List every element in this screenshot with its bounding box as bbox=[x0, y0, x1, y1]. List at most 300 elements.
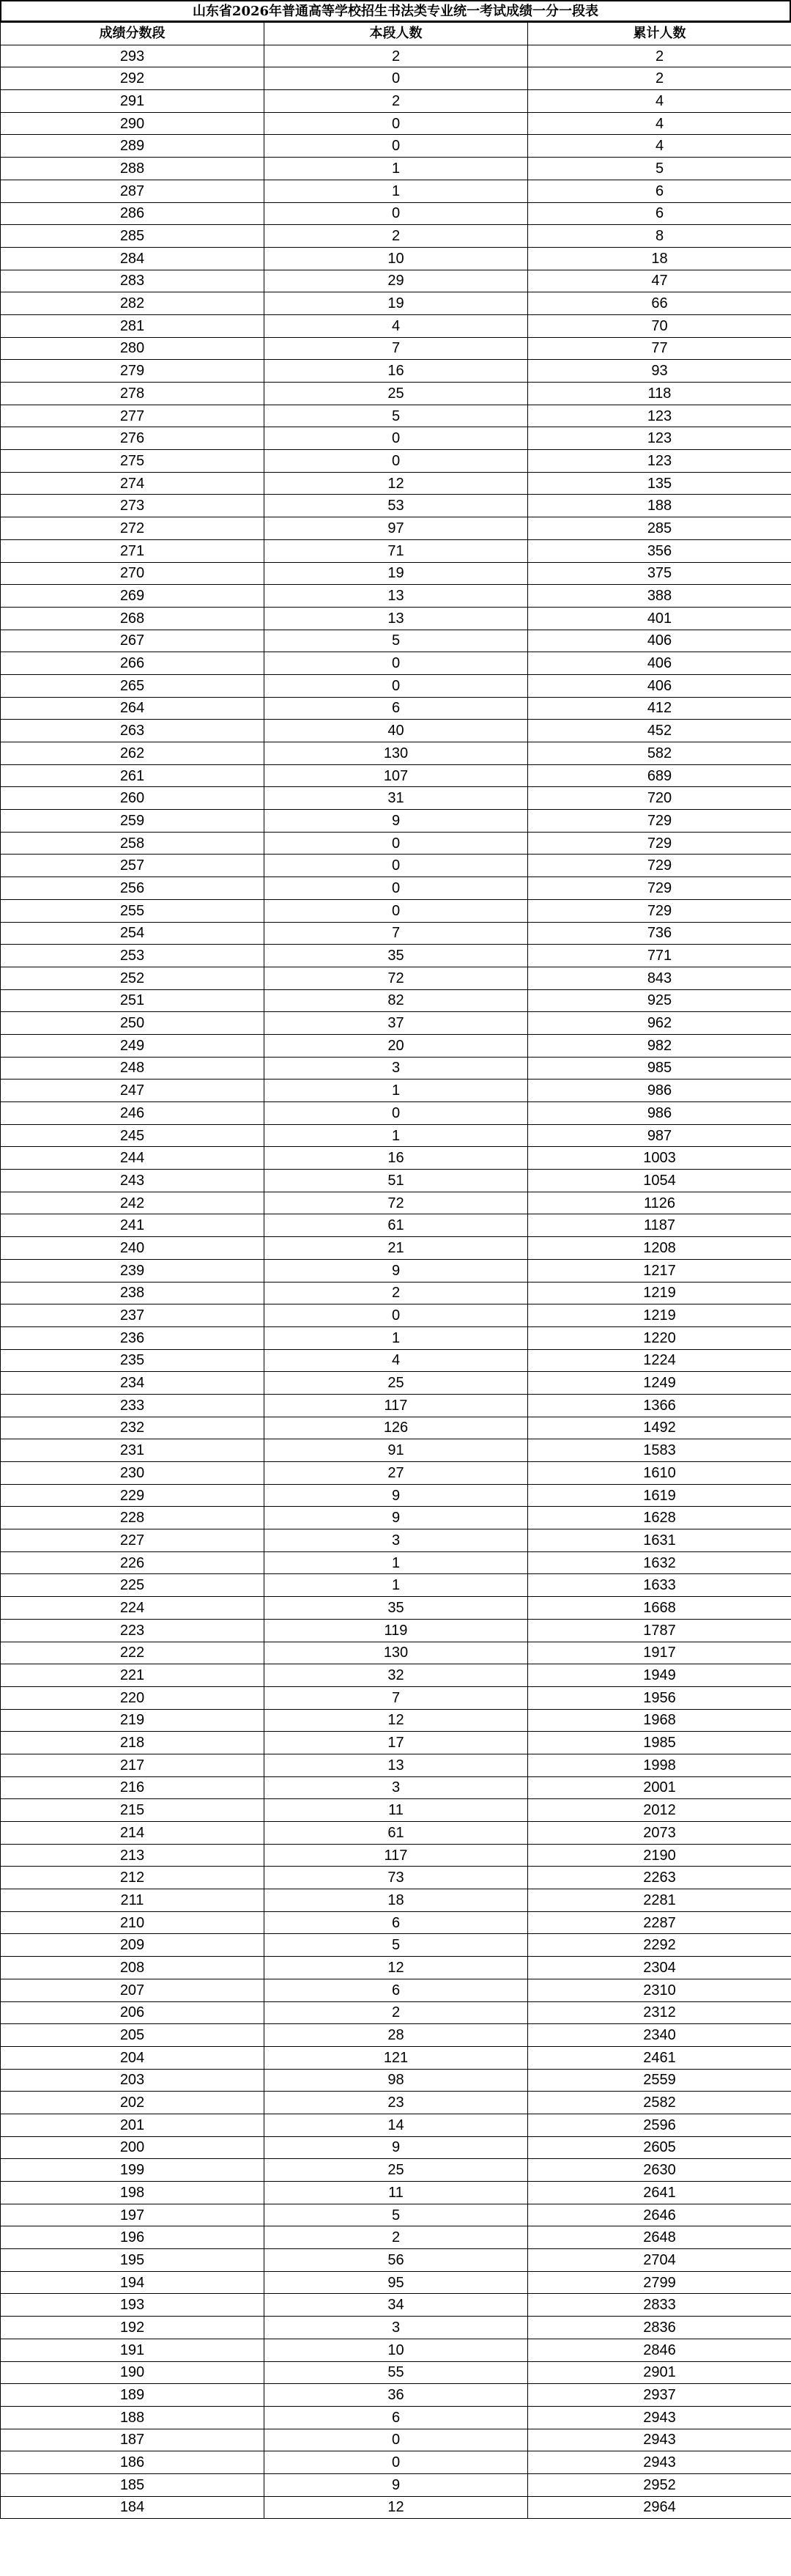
cell-cumulative: 2461 bbox=[528, 2046, 791, 2069]
cell-band-count: 6 bbox=[264, 697, 528, 720]
cell-score: 210 bbox=[1, 1911, 264, 1934]
cell-band-count: 13 bbox=[264, 1754, 528, 1776]
table-row bbox=[1, 1822, 791, 1845]
cell-band-count: 6 bbox=[264, 1979, 528, 2001]
cell-cumulative: 2964 bbox=[528, 2496, 791, 2519]
cell-score: 244 bbox=[1, 1147, 264, 1170]
cell-band-count: 56 bbox=[264, 2249, 528, 2272]
table-row bbox=[1, 1102, 791, 1125]
table-row bbox=[1, 67, 791, 90]
cell-score: 291 bbox=[1, 90, 264, 113]
cell-cumulative: 4 bbox=[528, 112, 791, 135]
table-row bbox=[1, 1979, 791, 2001]
cell-band-count: 16 bbox=[264, 1147, 528, 1170]
cell-score: 192 bbox=[1, 2317, 264, 2339]
cell-cumulative: 1917 bbox=[528, 1642, 791, 1664]
cell-band-count: 11 bbox=[264, 2182, 528, 2204]
cell-cumulative: 2001 bbox=[528, 1776, 791, 1799]
cell-band-count: 10 bbox=[264, 247, 528, 270]
header-score-band: 成绩分数段 bbox=[1, 23, 264, 45]
cell-score: 213 bbox=[1, 1844, 264, 1867]
cell-cumulative: 1985 bbox=[528, 1732, 791, 1754]
cell-band-count: 121 bbox=[264, 2046, 528, 2069]
cell-band-count: 130 bbox=[264, 1642, 528, 1664]
cell-band-count: 28 bbox=[264, 2024, 528, 2047]
cell-cumulative: 2704 bbox=[528, 2249, 791, 2272]
cell-score: 270 bbox=[1, 562, 264, 585]
table-row bbox=[1, 1529, 791, 1552]
cell-cumulative: 729 bbox=[528, 899, 791, 922]
cell-score: 193 bbox=[1, 2294, 264, 2317]
cell-band-count: 0 bbox=[264, 112, 528, 135]
cell-band-count: 53 bbox=[264, 495, 528, 517]
cell-cumulative: 1583 bbox=[528, 1439, 791, 1462]
cell-cumulative: 736 bbox=[528, 922, 791, 945]
cell-band-count: 0 bbox=[264, 855, 528, 877]
table-row bbox=[1, 742, 791, 765]
cell-cumulative: 1628 bbox=[528, 1507, 791, 1529]
table-row bbox=[1, 1934, 791, 1957]
cell-cumulative: 18 bbox=[528, 247, 791, 270]
cell-band-count: 32 bbox=[264, 1664, 528, 1687]
cell-score: 215 bbox=[1, 1799, 264, 1822]
cell-cumulative: 582 bbox=[528, 742, 791, 765]
table-row bbox=[1, 1709, 791, 1732]
cell-score: 254 bbox=[1, 922, 264, 945]
table-row bbox=[1, 1484, 791, 1507]
table-row bbox=[1, 787, 791, 810]
cell-score: 247 bbox=[1, 1080, 264, 1102]
table-row bbox=[1, 2384, 791, 2407]
table-row bbox=[1, 2406, 791, 2429]
cell-band-count: 12 bbox=[264, 472, 528, 495]
table-row bbox=[1, 2046, 791, 2069]
table-row bbox=[1, 1326, 791, 1349]
table-row bbox=[1, 1214, 791, 1237]
cell-cumulative: 2901 bbox=[528, 2361, 791, 2384]
cell-band-count: 13 bbox=[264, 585, 528, 608]
cell-cumulative: 2943 bbox=[528, 2429, 791, 2451]
cell-score: 199 bbox=[1, 2159, 264, 2182]
cell-cumulative: 2 bbox=[528, 45, 791, 67]
cell-score: 211 bbox=[1, 1889, 264, 1912]
table-row bbox=[1, 180, 791, 202]
cell-band-count: 20 bbox=[264, 1034, 528, 1057]
table-row bbox=[1, 1664, 791, 1687]
cell-cumulative: 2340 bbox=[528, 2024, 791, 2047]
cell-cumulative: 123 bbox=[528, 427, 791, 450]
cell-cumulative: 1633 bbox=[528, 1574, 791, 1597]
table-row bbox=[1, 2024, 791, 2047]
cell-score: 212 bbox=[1, 1867, 264, 1889]
cell-score: 264 bbox=[1, 697, 264, 720]
cell-score: 281 bbox=[1, 314, 264, 337]
cell-cumulative: 2582 bbox=[528, 2092, 791, 2114]
cell-band-count: 4 bbox=[264, 1349, 528, 1372]
cell-band-count: 1 bbox=[264, 1326, 528, 1349]
table-row bbox=[1, 2204, 791, 2226]
cell-band-count: 35 bbox=[264, 945, 528, 967]
table-row bbox=[1, 1574, 791, 1597]
cell-band-count: 0 bbox=[264, 202, 528, 225]
cell-score: 292 bbox=[1, 67, 264, 90]
cell-band-count: 91 bbox=[264, 1439, 528, 1462]
table-row bbox=[1, 2496, 791, 2519]
cell-cumulative: 4 bbox=[528, 90, 791, 113]
cell-cumulative: 375 bbox=[528, 562, 791, 585]
cell-cumulative: 412 bbox=[528, 697, 791, 720]
cell-cumulative: 2310 bbox=[528, 1979, 791, 2001]
cell-cumulative: 986 bbox=[528, 1080, 791, 1102]
cell-score: 260 bbox=[1, 787, 264, 810]
cell-band-count: 9 bbox=[264, 1259, 528, 1282]
cell-score: 221 bbox=[1, 1664, 264, 1687]
cell-score: 273 bbox=[1, 495, 264, 517]
cell-score: 269 bbox=[1, 585, 264, 608]
cell-cumulative: 66 bbox=[528, 292, 791, 315]
header-row bbox=[1, 23, 791, 45]
cell-cumulative: 962 bbox=[528, 1012, 791, 1035]
cell-score: 263 bbox=[1, 720, 264, 742]
cell-cumulative: 1219 bbox=[528, 1282, 791, 1304]
cell-cumulative: 1668 bbox=[528, 1597, 791, 1620]
cell-cumulative: 70 bbox=[528, 314, 791, 337]
cell-band-count: 2 bbox=[264, 2001, 528, 2024]
cell-band-count: 5 bbox=[264, 405, 528, 427]
cell-score: 239 bbox=[1, 1259, 264, 1282]
cell-cumulative: 2312 bbox=[528, 2001, 791, 2024]
cell-cumulative: 5 bbox=[528, 158, 791, 180]
cell-band-count: 37 bbox=[264, 1012, 528, 1035]
table-row bbox=[1, 517, 791, 540]
cell-score: 241 bbox=[1, 1214, 264, 1237]
cell-band-count: 5 bbox=[264, 1934, 528, 1957]
table-row bbox=[1, 764, 791, 787]
table-row bbox=[1, 2159, 791, 2182]
table-row bbox=[1, 2451, 791, 2474]
cell-score: 207 bbox=[1, 1979, 264, 2001]
cell-score: 285 bbox=[1, 225, 264, 248]
cell-band-count: 5 bbox=[264, 630, 528, 652]
table-row bbox=[1, 225, 791, 248]
cell-cumulative: 2190 bbox=[528, 1844, 791, 1867]
table-row bbox=[1, 2361, 791, 2384]
cell-score: 246 bbox=[1, 1102, 264, 1125]
cell-cumulative: 406 bbox=[528, 630, 791, 652]
table-row bbox=[1, 1844, 791, 1867]
cell-score: 245 bbox=[1, 1124, 264, 1147]
cell-cumulative: 729 bbox=[528, 877, 791, 900]
cell-score: 185 bbox=[1, 2473, 264, 2496]
cell-score: 240 bbox=[1, 1237, 264, 1260]
cell-cumulative: 1054 bbox=[528, 1170, 791, 1192]
cell-score: 274 bbox=[1, 472, 264, 495]
cell-score: 228 bbox=[1, 1507, 264, 1529]
cell-band-count: 0 bbox=[264, 899, 528, 922]
table-row bbox=[1, 2069, 791, 2092]
cell-score: 266 bbox=[1, 652, 264, 675]
table-row bbox=[1, 2294, 791, 2317]
cell-band-count: 23 bbox=[264, 2092, 528, 2114]
cell-band-count: 10 bbox=[264, 2339, 528, 2361]
table-row bbox=[1, 1776, 791, 1799]
table-row bbox=[1, 2473, 791, 2496]
table-row bbox=[1, 652, 791, 675]
cell-score: 220 bbox=[1, 1686, 264, 1709]
cell-score: 256 bbox=[1, 877, 264, 900]
cell-score: 233 bbox=[1, 1394, 264, 1417]
cell-score: 293 bbox=[1, 45, 264, 67]
cell-cumulative: 2648 bbox=[528, 2226, 791, 2249]
table-row bbox=[1, 922, 791, 945]
cell-band-count: 31 bbox=[264, 787, 528, 810]
cell-band-count: 0 bbox=[264, 652, 528, 675]
cell-cumulative: 925 bbox=[528, 989, 791, 1012]
cell-cumulative: 2281 bbox=[528, 1889, 791, 1912]
cell-cumulative: 2012 bbox=[528, 1799, 791, 1822]
table-row bbox=[1, 1170, 791, 1192]
cell-cumulative: 1631 bbox=[528, 1529, 791, 1552]
cell-score: 288 bbox=[1, 158, 264, 180]
cell-score: 232 bbox=[1, 1417, 264, 1439]
cell-score: 222 bbox=[1, 1642, 264, 1664]
cell-band-count: 17 bbox=[264, 1732, 528, 1754]
cell-band-count: 11 bbox=[264, 1799, 528, 1822]
table-row bbox=[1, 2339, 791, 2361]
cell-cumulative: 2846 bbox=[528, 2339, 791, 2361]
cell-cumulative: 1208 bbox=[528, 1237, 791, 1260]
table-row bbox=[1, 1439, 791, 1462]
table-row bbox=[1, 90, 791, 113]
cell-cumulative: 2833 bbox=[528, 2294, 791, 2317]
cell-score: 279 bbox=[1, 360, 264, 383]
table-row bbox=[1, 1349, 791, 1372]
cell-score: 251 bbox=[1, 989, 264, 1012]
cell-band-count: 34 bbox=[264, 2294, 528, 2317]
cell-band-count: 6 bbox=[264, 1911, 528, 1934]
table-row bbox=[1, 1462, 791, 1485]
table-row bbox=[1, 314, 791, 337]
cell-score: 272 bbox=[1, 517, 264, 540]
table-row bbox=[1, 945, 791, 967]
cell-score: 261 bbox=[1, 764, 264, 787]
cell-band-count: 13 bbox=[264, 607, 528, 630]
cell-band-count: 25 bbox=[264, 383, 528, 405]
table-row bbox=[1, 1259, 791, 1282]
cell-band-count: 0 bbox=[264, 427, 528, 450]
cell-cumulative: 188 bbox=[528, 495, 791, 517]
table-row bbox=[1, 697, 791, 720]
cell-score: 219 bbox=[1, 1709, 264, 1732]
table-row bbox=[1, 2001, 791, 2024]
cell-band-count: 0 bbox=[264, 2429, 528, 2451]
cell-band-count: 21 bbox=[264, 1237, 528, 1260]
table-row bbox=[1, 45, 791, 67]
cell-score: 265 bbox=[1, 674, 264, 697]
table-row bbox=[1, 1889, 791, 1912]
table-row bbox=[1, 989, 791, 1012]
cell-score: 225 bbox=[1, 1574, 264, 1597]
table-row bbox=[1, 674, 791, 697]
cell-cumulative: 2605 bbox=[528, 2136, 791, 2159]
cell-score: 255 bbox=[1, 899, 264, 922]
table-row bbox=[1, 1394, 791, 1417]
table-row bbox=[1, 607, 791, 630]
cell-band-count: 119 bbox=[264, 1619, 528, 1642]
table-row bbox=[1, 1124, 791, 1147]
cell-band-count: 12 bbox=[264, 1709, 528, 1732]
cell-score: 187 bbox=[1, 2429, 264, 2451]
cell-cumulative: 2799 bbox=[528, 2271, 791, 2294]
table-row bbox=[1, 1507, 791, 1529]
cell-score: 203 bbox=[1, 2069, 264, 2092]
cell-score: 238 bbox=[1, 1282, 264, 1304]
cell-score: 208 bbox=[1, 1957, 264, 1979]
cell-cumulative: 1126 bbox=[528, 1192, 791, 1214]
cell-cumulative: 8 bbox=[528, 225, 791, 248]
cell-cumulative: 2 bbox=[528, 67, 791, 90]
cell-score: 277 bbox=[1, 405, 264, 427]
table-row bbox=[1, 135, 791, 158]
table-body bbox=[1, 45, 791, 2519]
cell-band-count: 97 bbox=[264, 517, 528, 540]
table-row bbox=[1, 1237, 791, 1260]
cell-cumulative: 1998 bbox=[528, 1754, 791, 1776]
cell-cumulative: 1632 bbox=[528, 1551, 791, 1574]
cell-cumulative: 123 bbox=[528, 405, 791, 427]
cell-cumulative: 1003 bbox=[528, 1147, 791, 1170]
table-row bbox=[1, 967, 791, 989]
cell-band-count: 2 bbox=[264, 1282, 528, 1304]
table-row bbox=[1, 1034, 791, 1057]
cell-band-count: 9 bbox=[264, 2136, 528, 2159]
cell-cumulative: 1610 bbox=[528, 1462, 791, 1485]
cell-score: 205 bbox=[1, 2024, 264, 2047]
cell-band-count: 5 bbox=[264, 2204, 528, 2226]
cell-score: 196 bbox=[1, 2226, 264, 2249]
cell-band-count: 0 bbox=[264, 450, 528, 473]
cell-score: 257 bbox=[1, 855, 264, 877]
cell-band-count: 51 bbox=[264, 1170, 528, 1192]
cell-band-count: 27 bbox=[264, 1462, 528, 1485]
cell-band-count: 1 bbox=[264, 1080, 528, 1102]
cell-cumulative: 6 bbox=[528, 180, 791, 202]
cell-cumulative: 1619 bbox=[528, 1484, 791, 1507]
cell-score: 237 bbox=[1, 1304, 264, 1327]
cell-score: 276 bbox=[1, 427, 264, 450]
cell-cumulative: 1366 bbox=[528, 1394, 791, 1417]
table-row bbox=[1, 832, 791, 855]
cell-cumulative: 2641 bbox=[528, 2182, 791, 2204]
cell-band-count: 0 bbox=[264, 877, 528, 900]
cell-cumulative: 406 bbox=[528, 674, 791, 697]
cell-score: 259 bbox=[1, 810, 264, 833]
cell-band-count: 1 bbox=[264, 1124, 528, 1147]
cell-cumulative: 729 bbox=[528, 855, 791, 877]
cell-cumulative: 93 bbox=[528, 360, 791, 383]
table-row bbox=[1, 1597, 791, 1620]
cell-band-count: 1 bbox=[264, 158, 528, 180]
cell-cumulative: 729 bbox=[528, 810, 791, 833]
table-row bbox=[1, 383, 791, 405]
cell-band-count: 25 bbox=[264, 2159, 528, 2182]
cell-cumulative: 47 bbox=[528, 270, 791, 292]
cell-band-count: 98 bbox=[264, 2069, 528, 2092]
table-row bbox=[1, 2249, 791, 2272]
cell-cumulative: 1949 bbox=[528, 1664, 791, 1687]
cell-cumulative: 406 bbox=[528, 652, 791, 675]
cell-band-count: 7 bbox=[264, 922, 528, 945]
cell-score: 235 bbox=[1, 1349, 264, 1372]
cell-cumulative: 1187 bbox=[528, 1214, 791, 1237]
cell-score: 227 bbox=[1, 1529, 264, 1552]
table-row bbox=[1, 202, 791, 225]
table-row bbox=[1, 1372, 791, 1395]
cell-band-count: 0 bbox=[264, 2451, 528, 2474]
cell-band-count: 6 bbox=[264, 2406, 528, 2429]
score-table bbox=[0, 22, 791, 2519]
cell-cumulative: 689 bbox=[528, 764, 791, 787]
cell-score: 230 bbox=[1, 1462, 264, 1485]
table-row bbox=[1, 1686, 791, 1709]
cell-band-count: 82 bbox=[264, 989, 528, 1012]
cell-score: 286 bbox=[1, 202, 264, 225]
cell-score: 197 bbox=[1, 2204, 264, 2226]
table-row bbox=[1, 472, 791, 495]
cell-score: 248 bbox=[1, 1057, 264, 1080]
cell-band-count: 14 bbox=[264, 2114, 528, 2136]
cell-score: 218 bbox=[1, 1732, 264, 1754]
cell-cumulative: 982 bbox=[528, 1034, 791, 1057]
cell-cumulative: 2943 bbox=[528, 2406, 791, 2429]
cell-band-count: 117 bbox=[264, 1844, 528, 1867]
cell-score: 250 bbox=[1, 1012, 264, 1035]
table-row bbox=[1, 1867, 791, 1889]
cell-band-count: 7 bbox=[264, 1686, 528, 1709]
cell-score: 290 bbox=[1, 112, 264, 135]
cell-band-count: 0 bbox=[264, 67, 528, 90]
table-row bbox=[1, 585, 791, 608]
cell-cumulative: 2263 bbox=[528, 1867, 791, 1889]
cell-cumulative: 2943 bbox=[528, 2451, 791, 2474]
cell-band-count: 29 bbox=[264, 270, 528, 292]
cell-score: 188 bbox=[1, 2406, 264, 2429]
cell-cumulative: 2836 bbox=[528, 2317, 791, 2339]
cell-band-count: 130 bbox=[264, 742, 528, 765]
cell-band-count: 12 bbox=[264, 2496, 528, 2519]
cell-score: 202 bbox=[1, 2092, 264, 2114]
cell-band-count: 117 bbox=[264, 1394, 528, 1417]
cell-score: 217 bbox=[1, 1754, 264, 1776]
cell-score: 268 bbox=[1, 607, 264, 630]
cell-cumulative: 356 bbox=[528, 539, 791, 562]
cell-band-count: 18 bbox=[264, 1889, 528, 1912]
cell-score: 271 bbox=[1, 539, 264, 562]
table-row bbox=[1, 2271, 791, 2294]
cell-score: 252 bbox=[1, 967, 264, 989]
cell-band-count: 12 bbox=[264, 1957, 528, 1979]
cell-band-count: 9 bbox=[264, 810, 528, 833]
cell-cumulative: 2952 bbox=[528, 2473, 791, 2496]
cell-band-count: 19 bbox=[264, 292, 528, 315]
cell-score: 287 bbox=[1, 180, 264, 202]
cell-score: 253 bbox=[1, 945, 264, 967]
cell-score: 236 bbox=[1, 1326, 264, 1349]
cell-score: 206 bbox=[1, 2001, 264, 2024]
cell-cumulative: 1492 bbox=[528, 1417, 791, 1439]
cell-cumulative: 118 bbox=[528, 383, 791, 405]
header-band-count: 本段人数 bbox=[264, 23, 528, 45]
